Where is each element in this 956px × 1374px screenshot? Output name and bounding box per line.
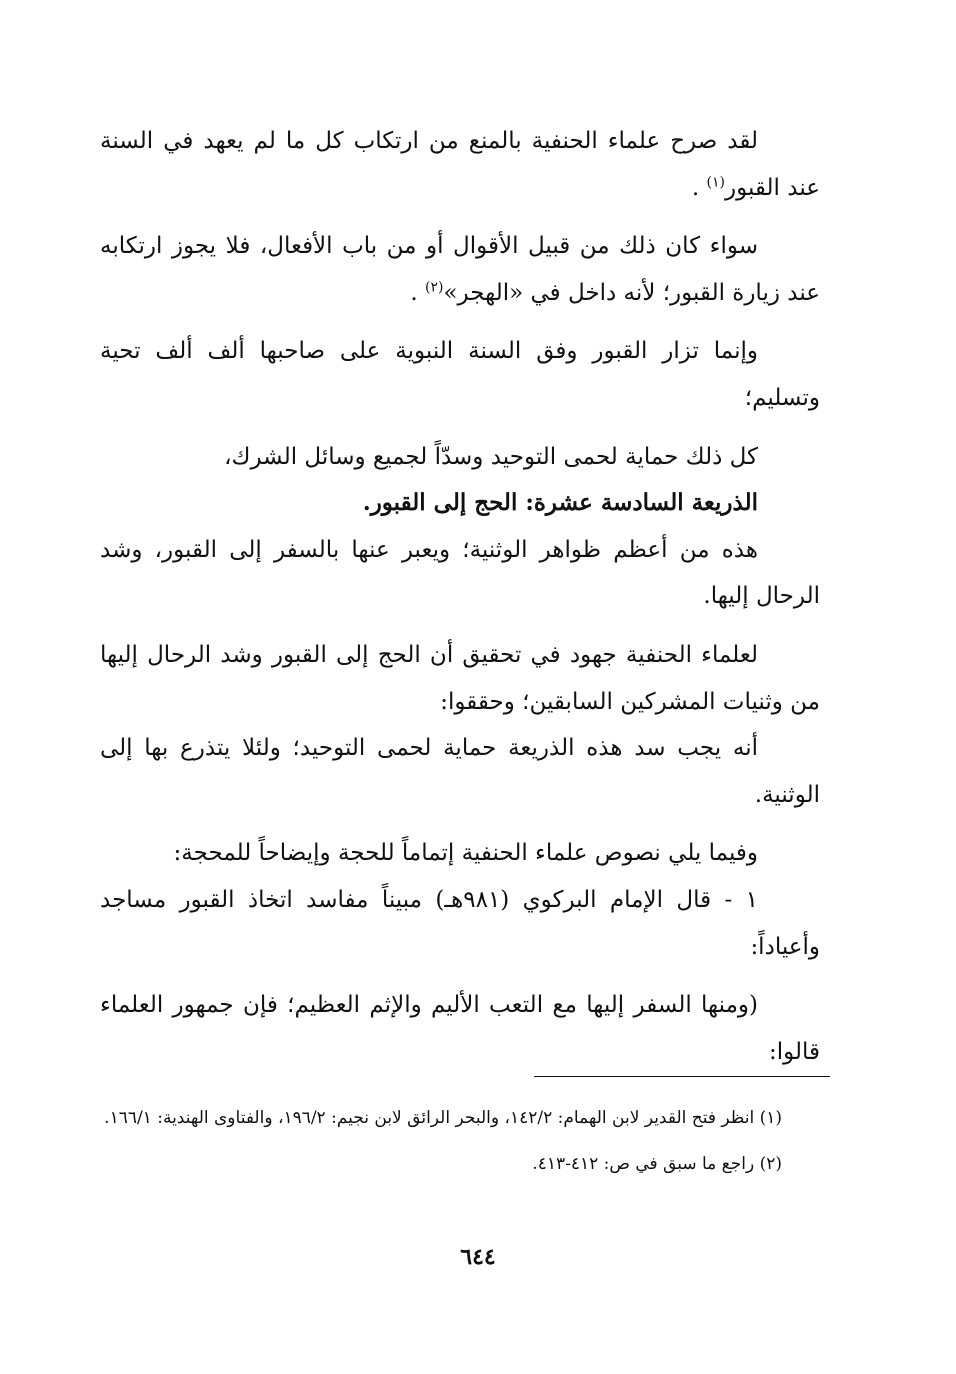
footnotes [100, 1100, 820, 1182]
footnote-divider [534, 1076, 830, 1077]
footnote-ref-2[interactable]: (٢) [425, 279, 444, 296]
footnote-ref-1[interactable]: (١) [706, 173, 725, 190]
section-heading: الذريعة السادسة عشرة: الحج إلى القبور. [362, 489, 758, 517]
footnote-1: (١) انظر فتح القدير لابن الهمام: ١٤٢/٢، والبحر الرائق لابن نجيم: ١٩٦/٢، والفتاوى الهندية: ١٦٦/١. [104, 1108, 782, 1128]
paragraph-4: كل ذلك حماية لحمى التوحيد وسدّاً لجميع وسائل الشرك، [224, 443, 758, 470]
footnote-2: (٢) راجع ما سبق في ص: ٤١٢-٤١٣. [532, 1154, 782, 1174]
paragraph-7: أنه يجب سد هذه الذريعة حماية لحمى التوحيد؛ ولئلا يتذرع بها إلى الوثنية. [100, 735, 820, 808]
page-number: ٦٤٤ [460, 1244, 496, 1270]
paragraph-9: ١ - قال الإمام البركوي (٩٨١هـ) مبيناً مفاسد اتخاذ القبور مساجد وأعياداً: [100, 886, 820, 960]
paragraph-5: هذه من أعظم ظواهر الوثنية؛ ويعبر عنها بالسفر إلى القبور، وشد الرحال إليها. [100, 536, 820, 610]
paragraph-2: سواء كان ذلك من قبيل الأقوال أو من باب الأفعال، فلا يجوز ارتكابه عند زيارة القبور؛ لأنه داخل في «الهجر»$^{(٢)}$ . [100, 233, 820, 306]
paragraph-3: وإنما تزار القبور وفق السنة النبوية على صاحبها ألف ألف تحية وتسليم؛ [100, 338, 820, 411]
paragraph-8: وفيما يلي نصوص علماء الحنفية إتماماً للحجة وإيضاحاً للمحجة: [173, 840, 758, 867]
main-text [100, 118, 820, 1075]
paragraph-1: لقد صرح علماء الحنفية بالمنع من ارتكاب كل ما لم يعهد في السنة عند القبور$^{(١)}$ . [100, 128, 820, 201]
paragraph-6: لعلماء الحنفية جهود في تحقيق أن الحج إلى القبور وشد الرحال إليها من وثنيات المشركين السابقين؛ وحققوا: [100, 641, 820, 715]
paragraph-10: (ومنها السفر إليها مع التعب الأليم والإثم العظيم؛ فإن جمهور العلماء قالوا: [100, 992, 820, 1065]
